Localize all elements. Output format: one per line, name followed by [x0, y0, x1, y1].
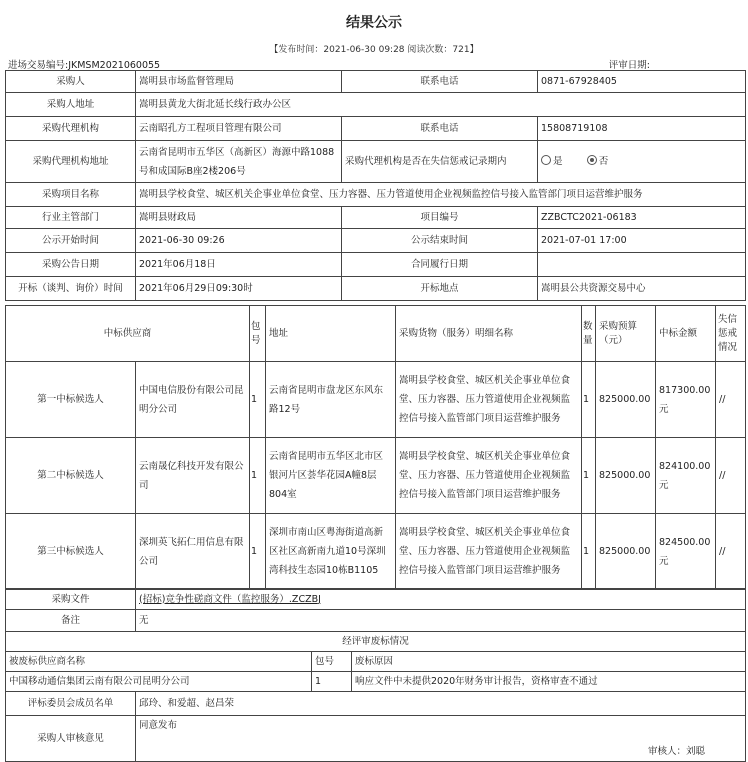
agency-address-label: 采购代理机构地址 [6, 141, 136, 183]
waste-supplier-label: 被废标供应商名称 [6, 652, 312, 672]
project-no-value: ZZBCTC2021-06183 [538, 207, 746, 229]
file-link[interactable]: (招标)竞争性磋商文件（监控服务）.ZCZBJ [139, 593, 321, 605]
waste-reason-label: 废标原因 [352, 652, 746, 672]
blacklist-no-label: 否 [598, 156, 609, 167]
project-name-value: 嵩明县学校食堂、城区机关企事业单位食堂、压力容器、压力管道使用企业视频监控信号接入监管部门项目运营维护服务 [136, 183, 746, 207]
auditor-value: 审核人：刘聪 [647, 746, 705, 757]
table-row [6, 514, 746, 590]
purchaser-address-label: 采购人地址 [6, 93, 136, 117]
quantity-cell: 1 [582, 514, 596, 590]
waste-package-value: 1 [312, 672, 352, 692]
file-label: 采购文件 [6, 589, 136, 610]
purchaser-phone-value: 0871-67928405 [538, 71, 746, 93]
page-title: 结果公示 [346, 15, 402, 31]
purchaser-address-value: 嵩明县黄龙大街北延长线行政办公区 [136, 93, 746, 117]
end-value: 2021-07-01 17:00 [538, 229, 746, 253]
project-name-label: 采购项目名称 [6, 183, 136, 207]
blacklist-options [538, 141, 746, 183]
address-cell: 深圳市南山区粤海街道高新区社区高新南九道10号深圳湾科技生态园10栋B1105 [266, 514, 396, 590]
budget-cell: 825000.00 [596, 438, 656, 514]
department-label: 行业主管部门 [6, 207, 136, 229]
waste-title: 经评审废标情况 [6, 632, 746, 652]
supplier-cell: 云南晟亿科技开发有限公司 [136, 438, 250, 514]
rank-cell: 第三中标候选人 [6, 514, 136, 590]
opinion-value: 同意发布 [139, 720, 178, 731]
remark-value: 无 [136, 610, 746, 632]
quantity-cell: 1 [582, 438, 596, 514]
header-amount: 中标金额 [656, 306, 716, 362]
department-value: 嵩明县财政局 [136, 207, 342, 229]
waste-reason-value: 响应文件中未提供2020年财务审计报告，资格审查不通过 [352, 672, 746, 692]
goods-cell: 嵩明县学校食堂、城区机关企事业单位食堂、压力容器、压力管道使用企业视频监控信号接入监管部门项目运营维护服务 [396, 438, 582, 514]
purchaser-value: 嵩明县市场监督管理局 [136, 71, 342, 93]
open-time-label: 开标（谈判、询价）时间 [6, 277, 136, 301]
package-cell: 1 [250, 362, 266, 438]
blacklist-yes-radio[interactable] [541, 155, 551, 165]
supplier-cell: 深圳英飞拓仁用信息有限公司 [136, 514, 250, 590]
notice-date-label: 采购公告日期 [6, 253, 136, 277]
trade-code-value: JKMSM2021060055 [68, 60, 161, 71]
goods-cell: 嵩明县学校食堂、城区机关企事业单位食堂、压力容器、压力管道使用企业视频监控信号接入监管部门项目运营维护服务 [396, 362, 582, 438]
blacklist-no-radio[interactable] [587, 155, 597, 165]
review-date-label: 评审日期: [608, 60, 650, 71]
table-row [6, 438, 746, 514]
header-goods: 采购货物（服务）明细名称 [396, 306, 582, 362]
opinion-cell [136, 716, 746, 762]
agency-phone-value: 15808719108 [538, 117, 746, 141]
project-no-label: 项目编号 [342, 207, 538, 229]
credit-cell: // [716, 362, 746, 438]
supplier-cell: 中国电信股份有限公司昆明分公司 [136, 362, 250, 438]
amount-cell: 824500.00元 [656, 514, 716, 590]
info-table [5, 70, 746, 301]
agency-value: 云南昭孔方工程项目管理有限公司 [136, 117, 342, 141]
purchaser-phone-label: 联系电话 [342, 71, 538, 93]
quantity-cell: 1 [582, 362, 596, 438]
credit-cell: // [716, 514, 746, 590]
budget-cell: 825000.00 [596, 514, 656, 590]
open-place-label: 开标地点 [342, 277, 538, 301]
committee-label: 评标委员会成员名单 [6, 692, 136, 716]
blacklist-yes-label: 是 [553, 156, 563, 167]
package-cell: 1 [250, 514, 266, 590]
header-budget: 采购预算（元） [596, 306, 656, 362]
amount-cell: 817300.00元 [656, 362, 716, 438]
address-cell: 云南省昆明市五华区北市区银河片区荟华花园A幢8层804室 [266, 438, 396, 514]
open-time-value: 2021年06月29日09:30时 [136, 277, 342, 301]
notice-date-value: 2021年06月18日 [136, 253, 342, 277]
rank-cell: 第二中标候选人 [6, 438, 136, 514]
table-row [6, 362, 746, 438]
rank-cell: 第一中标候选人 [6, 362, 136, 438]
goods-cell: 嵩明县学校食堂、城区机关企事业单位食堂、压力容器、压力管道使用企业视频监控信号接入监管部门项目运营维护服务 [396, 514, 582, 590]
agency-phone-label: 联系电话 [342, 117, 538, 141]
amount-cell: 824100.00元 [656, 438, 716, 514]
header-supplier: 中标供应商 [6, 306, 250, 362]
publish-meta: 【发布时间：2021-06-30 09:28 阅读次数：721】 [269, 45, 479, 55]
file-cell [136, 589, 746, 610]
footer-table [5, 588, 746, 762]
waste-package-label: 包号 [312, 652, 352, 672]
open-place-value: 嵩明县公共资源交易中心 [538, 277, 746, 301]
header-quantity: 数量 [582, 306, 596, 362]
waste-supplier-value: 中国移动通信集团云南有限公司昆明分公司 [6, 672, 312, 692]
header-package: 包号 [250, 306, 266, 362]
remark-label: 备注 [6, 610, 136, 632]
budget-cell: 825000.00 [596, 362, 656, 438]
header-credit: 失信惩戒情况 [716, 306, 746, 362]
contract-label: 合同履行日期 [342, 253, 538, 277]
trade-code [8, 57, 160, 71]
start-value: 2021-06-30 09:26 [136, 229, 342, 253]
agency-address-value: 云南省昆明市五华区（高新区）海源中路1088号和成国际B座2楼206号 [136, 141, 342, 183]
blacklist-label: 采购代理机构是否在失信惩戒记录期内 [342, 141, 538, 183]
contract-value [538, 253, 746, 277]
bidder-table [5, 305, 746, 590]
end-label: 公示结束时间 [342, 229, 538, 253]
opinion-label: 采购人审核意见 [6, 716, 136, 762]
committee-value: 邱玲、和爱超、赵昌荣 [136, 692, 746, 716]
package-cell: 1 [250, 438, 266, 514]
credit-cell: // [716, 438, 746, 514]
agency-label: 采购代理机构 [6, 117, 136, 141]
address-cell: 云南省昆明市盘龙区东风东路12号 [266, 362, 396, 438]
start-label: 公示开始时间 [6, 229, 136, 253]
header-address: 地址 [266, 306, 396, 362]
trade-code-label: 进场交易编号: [8, 60, 69, 71]
purchaser-label: 采购人 [6, 71, 136, 93]
